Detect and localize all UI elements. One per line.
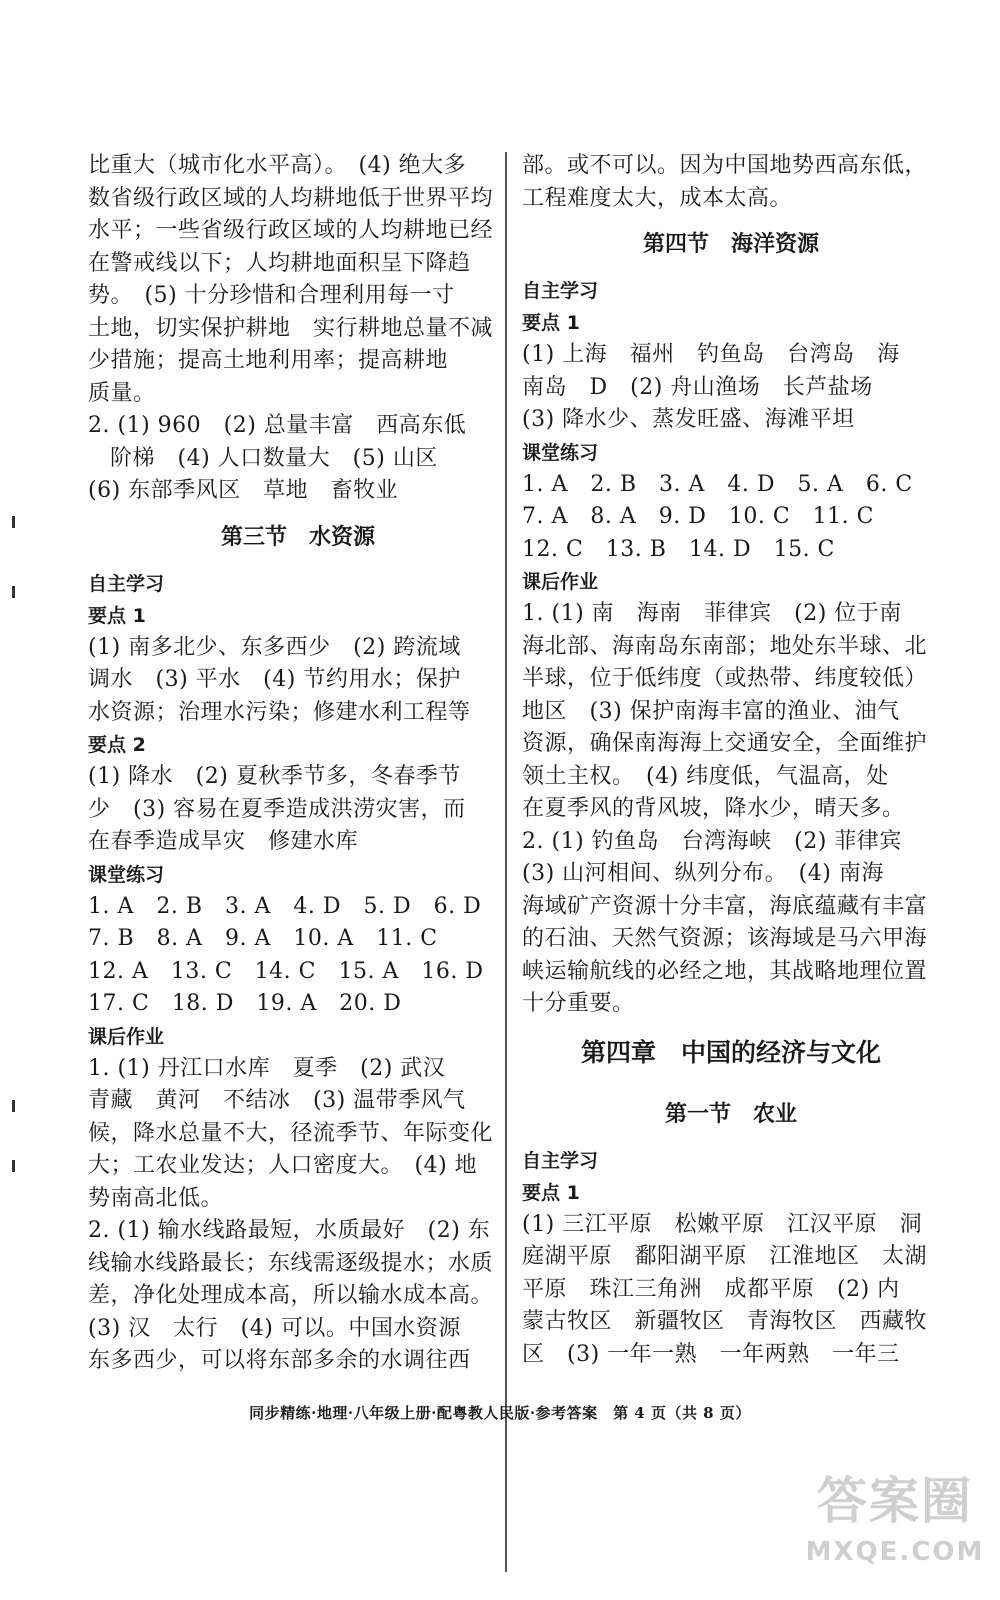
text-line: 土地，切实保护耕地 实行耕地总量不减: [88, 315, 494, 341]
text-line: 比重大（城市化水平高）。 (4) 绝大多: [88, 153, 467, 178]
scan-mark: [12, 1160, 15, 1172]
answer-line: 1. A 2. B 3. A 4. D 5. A 6. C: [522, 471, 913, 497]
text-line: 平原 珠江三角洲 成都平原 (2) 内: [522, 1276, 900, 1302]
section-title: 第一节 农业: [664, 1101, 797, 1127]
text-line: (1) 降水 (2) 夏秋季节多，冬春季节: [88, 764, 461, 789]
text-line: 水资源；治理水污染；修建水利工程等: [88, 699, 471, 725]
text-line: 2. (1) 钓鱼岛 台湾海峡 (2) 菲律宾: [522, 828, 902, 854]
text-line: 少 (3) 容易在夏季造成洪涝灾害，而: [88, 796, 466, 822]
left-column: [88, 150, 508, 1378]
subheading-homework: 课后作业: [522, 571, 599, 593]
answer-line: 17. C 18. D 19. A 20. D: [88, 991, 402, 1016]
scan-mark: [12, 586, 15, 598]
text-line: 区 (3) 一年一熟 一年两熟 一年三: [522, 1341, 900, 1367]
text-line: 十分重要。: [522, 991, 635, 1016]
answer-line: 12. A 13. C 14. C 15. A 16. D: [88, 958, 484, 984]
text-line: 1. (1) 南 海南 菲律宾 (2) 位于南: [522, 601, 902, 626]
answer-line: 7. B 8. A 9. A 10. A 11. C: [88, 926, 438, 951]
text-line: 线输水线路最长；东线需逐级提水；水质: [88, 1250, 494, 1276]
text-line: 数省级行政区域的人均耕地低于世界平均: [88, 185, 494, 211]
page-footer: 同步精练·地理·八年级上册·配粤教人民版·参考答案 第 4 页（共 8 页）: [249, 1404, 751, 1422]
subheading-point: 要点 1: [88, 604, 146, 627]
text-line: 峡运输航线的必经之地，其战略地理位置: [522, 958, 928, 984]
subheading-self-study: 自主学习: [522, 280, 599, 302]
text-line: 调水 (3) 平水 (4) 节约用水；保护: [88, 667, 461, 692]
section-title: 第四节 海洋资源: [642, 232, 819, 257]
right-column: [522, 150, 940, 1371]
text-line: 在警戒线以下；人均耕地面积呈下降趋: [88, 250, 471, 276]
subheading-point: 要点 1: [522, 312, 580, 334]
column-divider: [505, 152, 507, 1572]
text-line: (1) 南多北少、东多西少 (2) 跨流域: [88, 634, 461, 660]
text-line: 东多西少，可以将东部多余的水调往西: [88, 1348, 471, 1373]
text-line: (3) 汉 太行 (4) 可以。中国水资源: [88, 1315, 461, 1341]
text-line: 差，净化处理成本高，所以输水成本高。: [88, 1283, 494, 1308]
text-line: 2. (1) 960 (2) 总量丰富 西高东低: [88, 413, 467, 438]
text-line: (1) 三江平原 松嫩平原 江汉平原 洞: [522, 1211, 923, 1237]
text-line: 势。 (5) 十分珍惜和合理利用每一寸: [88, 283, 455, 308]
scan-mark: [12, 1100, 15, 1112]
text-line: 工程难度太大，成本太高。: [522, 185, 793, 211]
text-line: 海域矿产资源十分丰富，海底蕴藏有丰富: [522, 893, 928, 919]
text-line: 海北部、海南岛东南部；地处东半球、北: [522, 633, 928, 659]
text-line: 质量。: [88, 380, 156, 406]
text-line: 半球，位于低纬度（或热带、纬度较低）: [522, 666, 928, 691]
chapter-title: 第四章 中国的经济与文化: [580, 1037, 881, 1067]
text-line: 的石油、天然气资源；该海域是马六甲海: [522, 926, 928, 951]
text-line: 领土主权。 (4) 纬度低，气温高，处: [522, 763, 889, 789]
text-line: 势南高北低。: [88, 1185, 224, 1211]
watermark-logo: [800, 1470, 990, 1588]
text-line: 大；工农业发达；人口密度大。 (4) 地: [88, 1153, 478, 1178]
text-line: 在春季造成旱灾 修建水库: [88, 829, 359, 854]
answer-line: 12. C 13. B 14. D 15. C: [522, 536, 835, 562]
subheading-self-study: 自主学习: [522, 1149, 599, 1172]
subheading-class-practice: 课堂练习: [88, 863, 165, 886]
text-line: 青藏 黄河 不结冰 (3) 温带季风气: [88, 1088, 466, 1113]
subheading-self-study: 自主学习: [88, 572, 165, 595]
text-line: 部。或不可以。因为中国地势西高东低，: [522, 153, 928, 178]
text-line: 南岛 D (2) 舟山渔场 长芦盐场: [522, 374, 873, 400]
watermark-text: 答案圈: [817, 1472, 973, 1530]
text-line: 1. (1) 丹江口水库 夏季 (2) 武汉: [88, 1055, 446, 1081]
watermark-url: MXQE.COM: [805, 1537, 985, 1567]
subheading-point: 要点 1: [522, 1181, 580, 1204]
text-line: 水平；一些省级行政区域的人均耕地已经: [88, 218, 494, 243]
subheading-point: 要点 2: [88, 734, 146, 756]
text-line: (3) 山河相间、纵列分布。 (4) 南海: [522, 861, 884, 886]
subheading-homework: 课后作业: [88, 1025, 165, 1048]
text-line: 庭湖平原 鄱阳湖平原 江淮地区 太湖: [522, 1244, 928, 1269]
answer-line: 1. A 2. B 3. A 4. D 5. D 6. D: [88, 893, 482, 919]
text-line: 少措施；提高土地利用率；提高耕地: [88, 348, 449, 373]
text-line: 阶梯 (4) 人口数量大 (5) 山区: [110, 445, 438, 471]
text-line: 候，降水总量不大，径流季节、年际变化: [88, 1120, 494, 1146]
text-line: (6) 东部季风区 草地 畜牧业: [88, 478, 399, 503]
subheading-class-practice: 课堂练习: [522, 441, 599, 464]
scan-mark: [12, 516, 15, 528]
text-line: 地区 (3) 保护南海丰富的渔业、油气: [522, 698, 900, 724]
text-line: (1) 上海 福州 钓鱼岛 台湾岛 海: [522, 342, 900, 367]
text-line: 在夏季风的背风坡，降水少，晴天多。: [522, 796, 905, 821]
text-line: (3) 降水少、蒸发旺盛、海滩平坦: [522, 407, 855, 432]
text-line: 2. (1) 输水线路最短，水质最好 (2) 东: [88, 1218, 491, 1243]
text-line: 蒙古牧区 新疆牧区 青海牧区 西藏牧: [522, 1309, 928, 1334]
text-line: 资源，确保南海海上交通安全，全面维护: [522, 731, 928, 756]
section-title: 第三节 水资源: [220, 524, 375, 550]
answer-line: 7. A 8. A 9. D 10. C 11. C: [522, 504, 874, 529]
